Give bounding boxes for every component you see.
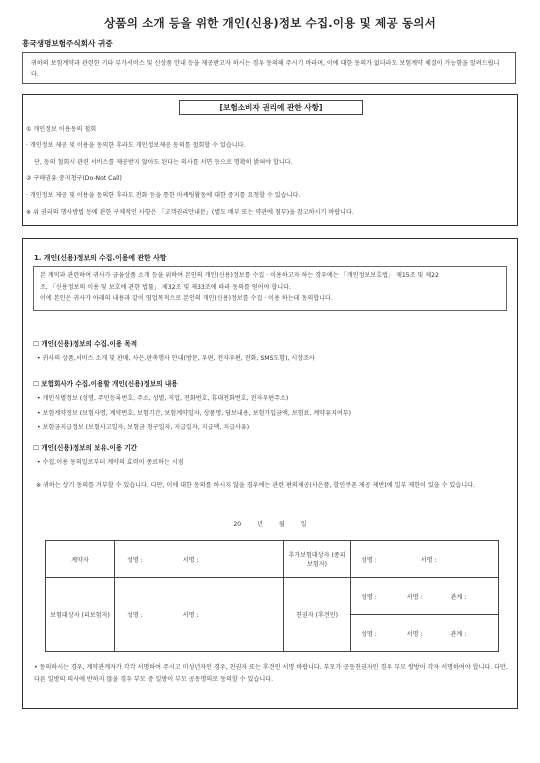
company-name: 흥국생명보험주식회사 귀중 <box>22 39 113 48</box>
consent-line: 조, 「신용정보의 이용 및 보호에 관한 법률」 제32조 및 제33조에 따라 동의를 얻어야 합니다. <box>40 283 292 291</box>
rights-item2-line1: · 개인정보 제공 및 이용을 동의한 후라도 전화 등을 통한 마케팅활동에 대한 중지를 요청할 수 있습니다. <box>26 192 301 199</box>
sign-label: 서명 : <box>420 556 437 564</box>
info-item: • 보험계약정보 (보험사명, 계약번호, 보험기간, 보험계약일자, 상품명, 담보내용, 보험가입금액, 보험료, 계약유지여부) <box>37 410 351 417</box>
rights-item1-line2: 단, 동의 철회시 관련 서비스를 제공받지 않아도 된다는 의사를 서면 등으로 명확히 밝혀야 합니다. <box>34 159 293 166</box>
additional-insured-label: 추가보험대상자 (종피보험자) <box>284 541 351 578</box>
intro-notice: 귀하의 보험계약과 관련한 기타 부가서비스 및 신상품 안내 등을 제공받고자 하시는 경우 동의해 주시기 바라며, 이에 대한 동의가 없더라도 보험계약 체결이 가능함을 알려드립니다. <box>22 52 516 84</box>
guardian-label: 친권자 (후견인) <box>284 578 351 652</box>
retention-heading: ☐ 개인(신용)정보의 보유.이용 기간 <box>33 444 138 452</box>
name-label: 성명 : <box>361 556 377 564</box>
footer-note: • 동의하시는 경우, 계약관계자가 각각 서명하여 주시고 미성년자인 경우, 친권자 또는 후견인 서명 바랍니다. 부모가 공동친권자인 경우 부모 쌍방이 각자 서명하여야 합니다. 다만, 다른 일방의 의사에 반하지 않을 경우 부모 중 일방이 부모 공동명의로 동의할 수 있습니다. <box>34 664 508 683</box>
refusal-note: ※ 귀하는 상기 동의를 거부할 수 있습니다. 다만, 이에 대한 동의를 하시지 않을 경우에는 관련 편의제공(사은품, 할인쿠폰 제공 제반)에 일부 제한이 있을 수 있습니다. <box>36 482 475 489</box>
name-label: 성명 : <box>127 556 143 564</box>
sign-label: 서명 : <box>406 593 423 601</box>
rights-item1-line1: · 개인정보 제공 및 이용을 동의한 후라도 개인정보제공 동의를 철회할 수 있습니다. <box>26 142 246 149</box>
document-title: 상품의 소개 등을 위한 개인(신용)정보 수집.이용 및 제공 동의서 <box>104 16 436 30</box>
contractor-label: 계약자 <box>46 541 115 578</box>
name-label: 성명 : <box>127 612 143 619</box>
rights-item1-heading: ① 개인정보 이용동의 철회 <box>26 126 97 133</box>
purpose-item: • 귀사의 상품,서비스 소개 및 판매, 사은,판촉행사 안내(방문, 우편, 전자우편, 전화, SMS도함), 시장조사 <box>37 355 315 362</box>
sign-label: 서명 : <box>406 630 423 638</box>
consent-statement <box>33 266 507 311</box>
signature-table <box>45 540 499 652</box>
info-item: • 보험금지급정보 (보험사고일자, 보험금 청구일자, 지급일자, 지급액, 지급사유) <box>37 424 250 431</box>
consent-line: 본 계약과 관련하여 귀사가 금융상품 소개 등을 위하여 본인의 개인(신용)정보를 수집 · 이용하고자 하는 경우에는 「개인정보보호법」 제15조 및 제22 <box>40 272 439 279</box>
info-item: • 개인식별정보 (성명, 주민등록번호, 주소, 성별, 직업, 전화번호, 휴대전화번호, 전자우편주소) <box>37 395 289 402</box>
relation-label: 관계 : <box>450 593 467 601</box>
rights-title: [보험소비자 권리에 관한 사항] <box>179 100 363 115</box>
items-heading: ☐ 보험회사가 수집.이용할 개인(신용)정보의 내용 <box>33 380 178 388</box>
name-label: 성명 : <box>361 630 377 638</box>
guardian-sign-cell-2[interactable] <box>351 615 499 652</box>
relation-label: 관계 : <box>450 630 467 638</box>
sign-label: 서명 : <box>182 556 199 564</box>
rights-item2-heading: ② 구매권유 중지청구(Do-Not Call) <box>26 175 122 182</box>
signature-date: 20 년 월 일 <box>233 521 307 528</box>
additional-insured-sign-cell[interactable] <box>351 541 499 578</box>
consent-line: 이에 본인은 귀사가 아래의 내용과 같이 영업목적으로 본인의 개인(신용)정보를 수집 · 이용 하는데 동의합니다. <box>40 295 333 302</box>
insured-sign-cell[interactable] <box>115 578 284 652</box>
retention-item: • 수집.이용 동의일로부터 계약의 효력이 종료하는 시점 <box>37 459 184 466</box>
purpose-heading: ☐ 개인(신용)정보의 수집.이용 목적 <box>33 340 138 348</box>
contractor-sign-cell[interactable] <box>115 541 284 578</box>
guardian-sign-cell-1[interactable] <box>351 578 499 615</box>
insured-label: 보험대상자 (피보험자) <box>46 578 115 652</box>
name-label: 성명 : <box>361 593 377 601</box>
section-title: 1. 개인(신용)정보의 수집.이용에 관한 사항 <box>34 254 167 262</box>
sign-label: 서명 : <box>182 612 199 619</box>
rights-note: ※ 위 권리의 행사방법 등에 관한 구체적인 사항은 「고객권리안내문」(별도 배부 또는 약관에 첨부)을 참고하시기 바랍니다. <box>26 209 354 216</box>
